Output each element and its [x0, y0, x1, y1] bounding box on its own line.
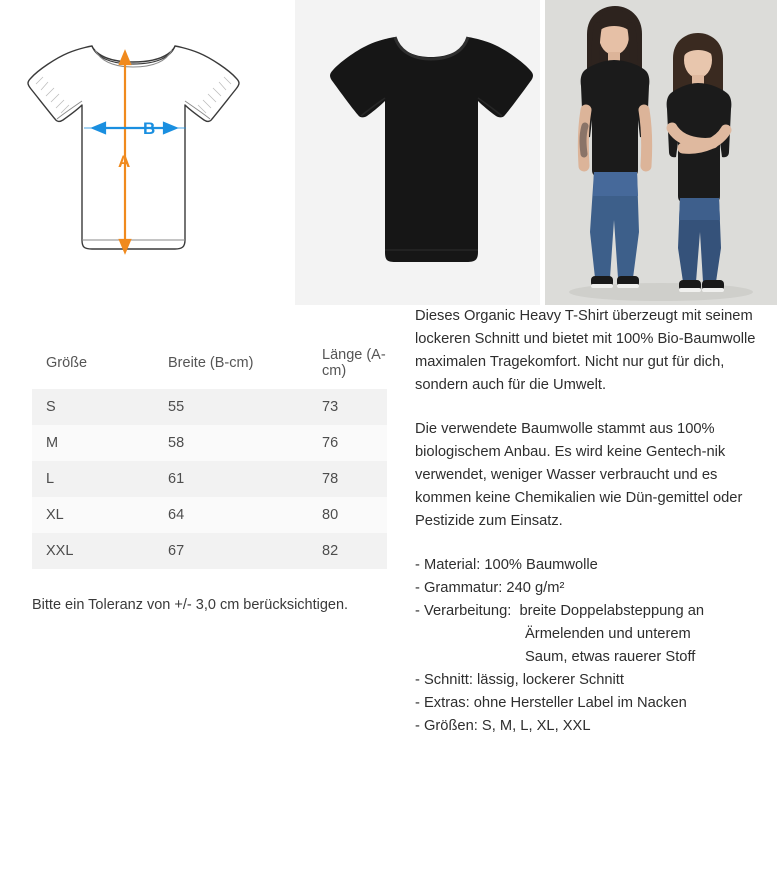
cell-size: S: [32, 389, 154, 425]
table-row: [32, 533, 387, 569]
specs-list: [415, 554, 767, 738]
tolerance-note: Bitte ein Toleranz von +/- 3,0 cm berücksichtigen.: [32, 597, 349, 613]
cell-width: 67: [154, 533, 308, 569]
table-row: [32, 389, 387, 425]
cell-width: 64: [154, 497, 308, 533]
spec-weight: - Grammatur: 240 g/m²: [415, 580, 565, 596]
cell-length: 73: [308, 389, 387, 425]
col-header-length: Länge (A-cm): [308, 337, 387, 389]
models-photo: [545, 0, 777, 305]
cell-length: 76: [308, 425, 387, 461]
table-row: [32, 425, 387, 461]
spec-sizes: - Größen: S, M, L, XL, XXL: [415, 718, 591, 734]
col-header-width: Breite (B-cm): [154, 337, 308, 389]
product-photo: [295, 0, 540, 305]
description-paragraph-2: Die verwendete Baumwolle stammt aus 100% biologischem Anbau. Es wird keine Gentech-nik verwendet, weniger Wasser verbraucht und es kommen keine Chemikalien wie Dün-gemittel oder Pestizide zum Einsatz.: [415, 421, 743, 529]
cell-size: XL: [32, 497, 154, 533]
spec-fit: - Schnitt: lässig, lockerer Schnitt: [415, 672, 624, 688]
info-section: [0, 305, 777, 738]
table-header-row: [32, 337, 387, 389]
cell-length: 78: [308, 461, 387, 497]
description-column: [390, 305, 777, 738]
width-label: B: [143, 119, 156, 138]
cell-length: 82: [308, 533, 387, 569]
table-row: [32, 461, 387, 497]
cell-width: 58: [154, 425, 308, 461]
size-table: [32, 337, 387, 569]
spec-extras: - Extras: ohne Hersteller Label im Nacken: [415, 695, 687, 711]
technical-drawing: [0, 0, 245, 305]
cell-size: L: [32, 461, 154, 497]
cell-length: 80: [308, 497, 387, 533]
cell-width: 61: [154, 461, 308, 497]
cell-size: XXL: [32, 533, 154, 569]
size-chart-column: [0, 305, 390, 738]
models-wearing-tshirts-icon: [545, 0, 777, 305]
table-row: [32, 497, 387, 533]
col-header-size: Größe: [32, 337, 154, 389]
tshirt-diagram-icon: [0, 0, 245, 305]
cell-size: M: [32, 425, 154, 461]
spec-processing-cont-2: Saum, etwas rauerer Stoff: [525, 649, 696, 665]
spec-material: - Material: 100% Baumwolle: [415, 557, 598, 573]
spec-processing: - Verarbeitung: breite Doppelabsteppung an: [415, 603, 705, 619]
cell-width: 55: [154, 389, 308, 425]
image-gallery: [0, 0, 777, 305]
length-label: A: [118, 152, 131, 171]
description-paragraph-1: Dieses Organic Heavy T-Shirt überzeugt mit seinem lockeren Schnitt und bietet mit 100% Bio-Baumwolle maximalen Tragekomfort. Nicht nur gut für dich, sondern auch für die Umwelt.: [415, 308, 756, 393]
spec-processing-cont-1: Ärmelenden und unterem: [525, 626, 691, 642]
black-tshirt-icon: [295, 0, 540, 305]
